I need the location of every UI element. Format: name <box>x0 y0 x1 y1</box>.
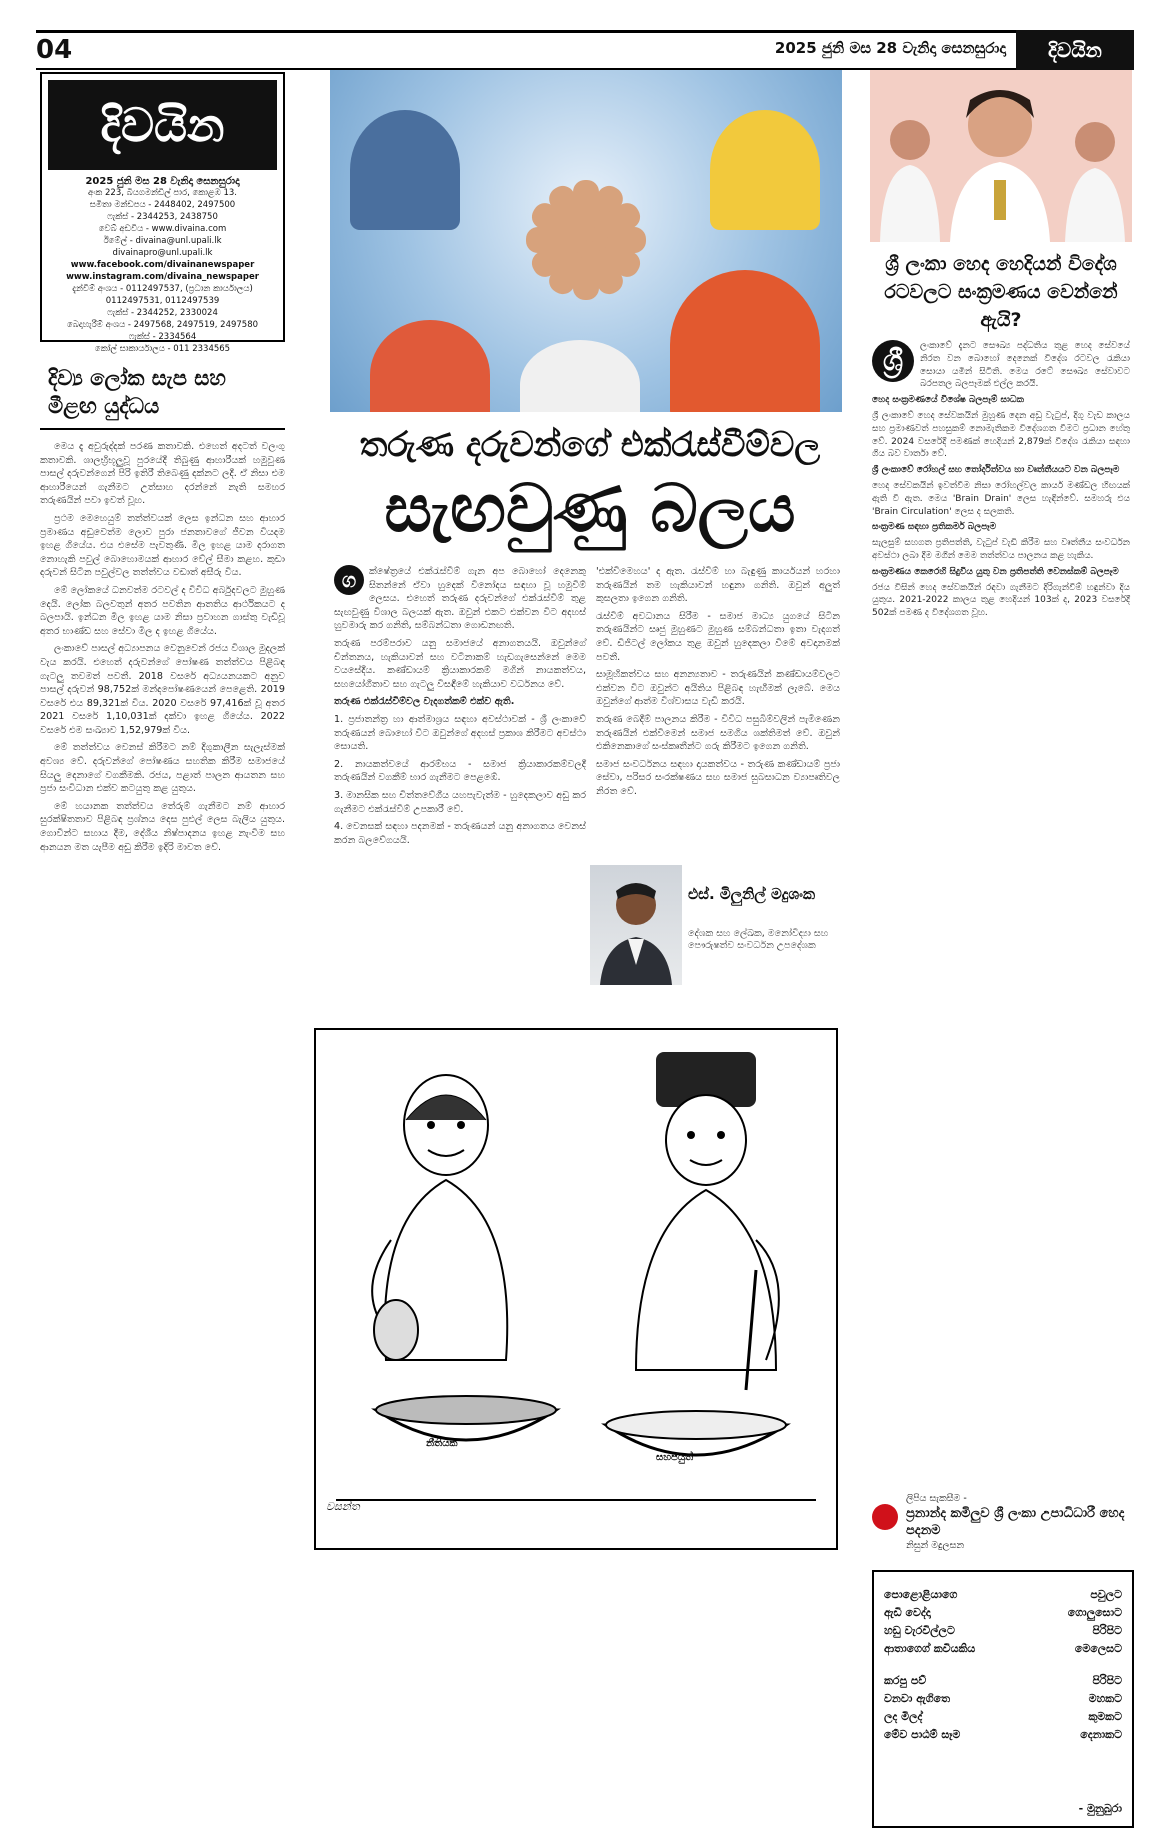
author-name: එස්. මිලුනිල් මදුශංක <box>688 885 816 903</box>
paragraph: ලංකාවේ පාසල් අධ්‍යාපනය වෙනුවෙන් රජය විශාල මුදලක් වැය කරයි. එහෙත් දරුවන්ගේ පෝෂණ තත්ත්වය පිළිබඳ ගැටලු තවමත් පවතී. 2018 වසරේ අධ්‍යයනයකට අනුව පාසල් දරුවන් 98,752ක් මන්දපෝෂණයෙන් පෙළෙති. 2019 වසරේ එය 89,321ක් විය. 2020 වසරේ 97,416ක් වූ අතර 2021 වසරේ 1,10,031ක් දක්වා ඉහළ ගියේය. 2022 වසරේ එම සංඛ්‍යාව 1,52,979ක් විය. <box>40 643 285 736</box>
poem-right: මෙලෙසට <box>1074 1642 1122 1655</box>
cartoonist-signature: වසන්ත <box>326 1500 360 1513</box>
paragraph: 3. මානසික සහ චිත්තවේගීය යහපැවැත්ම - හුදෙකලාව අඩු කර ගැනීමට එක්රැස්වීම් උපකාරී වේ. <box>334 789 586 815</box>
cartoon-pot-label: සහජයුත් <box>656 1452 694 1463</box>
section-title: සංක්‍රමණය කෙරෙහි සිදුවිය යුතු වන ප්‍රතිපත්ති වෙනස්කම් බලපෑම <box>872 566 1119 577</box>
photo-person <box>670 270 820 412</box>
paragraph: මේ ලෝකයේ ධනවත්ම රටවල් ද විවිධ අර්බුදවලට මුහුණ දෙයි. ලෝක බලවතුන් අතර පවතින ආතතිය ආර්ථිකයට ද බලපායි. ඉන්ධන මිල ඉහළ යාම නිසා ප්‍රවාහන ගාස්තු වැඩිවූ අතර භාණ්ඩ සහ සේවා මිල ද ඉහළ ගියේය. <box>40 584 285 637</box>
poem-line <box>884 1726 1122 1744</box>
main-headline: සැඟවුණු බලය <box>384 469 796 547</box>
masthead-address: අංක 223, බියගමන්ඩිල් පාර, කොළඹ 13. <box>88 188 237 198</box>
poem-line <box>884 1672 1122 1690</box>
paragraph: මේ හයානක තත්ත්වය තේරුම් ගැනීමට නම් ආහාර සුරක්ෂිතතාව පිළිබඳ ප්‍රශ්නය දෙස පුළුල් ලෙස බැලිය යුතුය. ගොවීන්ට සහාය දීම, දේශීය නිෂ්පාදනය ඉහළ නැංවීම සහ ආනයන මත යැපීම අඩු කිරීම ඉදිරි මාවත වේ. <box>40 800 285 853</box>
masthead-email-2[interactable]: divainapro@unl.upali.lk <box>112 248 213 258</box>
masthead-ads-phone: දැන්වීම් අංශය - 0112497537, (ප්‍රධාන කාර්යාලය) <box>72 284 253 294</box>
credit-sub: නිසුන් මදුලසන <box>906 1540 965 1551</box>
poem-left: ලද මිලද් <box>884 1710 923 1723</box>
nurse-graduates-icon <box>870 70 1132 242</box>
poem-line <box>884 1708 1122 1726</box>
paragraph: මේ තත්ත්වය වෙනස් කිරීමට නම් දිගුකාලීන සැලැස්මක් අවශ්‍ය වේ. දරුවන්ගේ පෝෂණය සහතික කිරීම සමාජයේ සියලු දෙනාගේ වගකීමකි. රජය, පළාත් පාලන ආයතන සහ ප්‍රජා සංවිධාන එක්ව කටයුතු කළ යුතුය. <box>40 742 285 795</box>
paragraph: 4. වෙනසක් සඳහා පදනමක් - තරුණයන් යනු අනාගතය වෙනස් කරන බලවේගයයි. <box>334 821 586 846</box>
main-article-col-1 <box>334 565 586 847</box>
masthead-office: කෝල් සාකාර්යාලය - 011 2334565 <box>94 344 231 354</box>
red-dot-icon <box>872 1504 898 1530</box>
poem-right: මහකට <box>1088 1692 1122 1705</box>
paragraph: ශ්‍රී ලංකාවේ හෙද සේවකයින් මුහුණ දෙන අඩු වැටුප්, දිගු වැඩ කාලය සහ ප්‍රමාණවත් පහසුකම් නොමැතිකම විදේශගත වීමට ප්‍රධාන හේතු වේ. 2024 වසරේදී පමණක් හෙදියන් 2,879ක් විදේශ රැකියා සඳහා ගිය බව වාර්තා වේ. <box>872 410 1130 460</box>
poem-left: හඩු වැරවිල්ලට <box>884 1624 955 1637</box>
photo-person <box>710 110 820 230</box>
paragraph: තරුණ පරම්පරාව යනු සමාජයේ අනාගතයයි. ඔවුන්ගේ චින්තනය, හැකියාවන් සහ වටිනාකම් හැඩගැසෙන්නේ මෙම වයසේදීය. කණ්ඩායම් ක්‍රියාකාරකම් මගින් නායකත්වය, සහයෝගීතාව සහ ගැටලු විසඳීමේ හැකියාව වර්ධනය වේ. <box>334 637 586 690</box>
paragraph: 1. ප්‍රජාතන්ත්‍ර හා ආත්මාශ්‍රය සඳහා අවස්ථාවක් - ශ්‍රී ලංකාවේ තරුණයන් බොහෝ විට ඔවුන්ගේ අදහස් ප්‍රකාශ කිරීමට අවස්ථා සොයති. <box>334 713 586 753</box>
author-title: දේශක සහ ලේඛක, මනෝවිද්‍යා සහ පෞරුෂත්ව සංවර්ධන උපදේශක <box>688 928 829 951</box>
page-number: 04 <box>36 35 73 65</box>
section-title: ශ්‍රී ලංකාවේ රෝහල් සහ තෝර්දිත්වය හා වෘත්තීයයට වන බලපෑම <box>872 465 1120 476</box>
masthead-phone: සමිතා මන්ඩපය - 2448402, 2497500 <box>89 200 236 210</box>
masthead <box>40 72 285 354</box>
paragraph: රැස්වීම් අවධානය සිරීම - සමාජ මාධ්‍ය යුගයේ සිටින තරුණයින්ට සෘජු මුහුණට මුහුණ සම්බන්ධතා ඉතා වැදගත් වේ. ඩිජිටල් ලෝකය තුළ ඔවුන් හුදෙකලා වීමේ අවදානමක් පවතී. <box>596 610 840 663</box>
section-title: සංක්‍රමණ සඳහා ප්‍රතිකර්ම බලපෑම <box>872 522 997 533</box>
subheading: තරුණ එක්රැස්වීම්වල වැදගත්කම් එක්ව ඇති. <box>334 696 515 708</box>
poem-line <box>884 1640 1122 1658</box>
masthead-facebook[interactable]: www.facebook.com/divainanewspaper <box>70 260 255 270</box>
issue-date: 2025 ජුනි මස 28 වැනිදා සෙනසුරාදා <box>774 39 1006 57</box>
poem-left: ආතාගෙග් කවියකිය <box>884 1642 976 1655</box>
masthead-ads-phone-2: 0112497531, 0112497539 <box>105 296 220 306</box>
paragraph: 'එක්වීමෙහය' ද ඇත. රැස්වීම් හා බැඳුණු කාර්යයන් හරහා තරුණයින් තම හැකියාවන් හඳුනා ගනිති. ඔවුන් අලුත් කුසලතා ඉගෙන ගනිති. <box>596 566 840 605</box>
poem-left: මේව පාඨම් සෑම <box>884 1728 961 1741</box>
cartoon-drawing-icon <box>316 1030 836 1548</box>
masthead-ads-fax: ෆැක්ස් - 2344252, 2330024 <box>107 308 218 318</box>
poem-line <box>884 1604 1122 1622</box>
masthead-email[interactable]: ඊමේල් - divaina@unl.upali.lk <box>103 236 222 246</box>
masthead-logo: දිවයින <box>48 80 277 170</box>
photo-person <box>520 340 640 412</box>
paragraph: ප්‍රථම මෙහෙයුම් තත්ත්වයක් ලෙස ඉන්ධන සහ ආහාර ප්‍රමාණය අඩුවෙත්ම ලොව පුරා ජනතාවගේ ජීවන වියදම ඉහළ ගියේය. එය එසේම පැවතුණි. මිල ඉහළ යාම දරාගත නොහැකි පවුල් බොහොමයක් ආහාර වේල් සීමා කළහ. කුඩා දරුවන් සිටින පවුල්වල තත්ත්වය වඩාත් අසීරු විය. <box>40 512 285 579</box>
right-article-body <box>872 340 1130 620</box>
author-photo <box>590 865 682 985</box>
photo-person <box>350 110 460 230</box>
poem-right: දෙනාකට <box>1080 1728 1122 1741</box>
photo-person <box>370 320 490 412</box>
poem-right: කුමකට <box>1088 1710 1122 1723</box>
paragraph: මෙය දැ අවුරුද්දක් පරණ කතාවකි. එහෙත් අදටත් වලංගු කතාවකි. ශාලභ්‍රිභූලුවූ පුරයේදී තිබුණු ආහාරීයක් හමුවුණ පාසල් දරුවන්ගෙන් පිරි ඉතිරී තිබෙණු දක්නට ලදී. ඒ නිසා එම ආහාරීයෙන් ගැනීමට උත්සාහ දරන්නේ නැති සමහර තරුණයින් පවා ඉවත් වූහ. <box>40 441 285 507</box>
poem-left: පොළොළියාගෙ <box>884 1588 958 1601</box>
author-portrait-icon <box>590 865 682 985</box>
left-article-body <box>40 440 285 854</box>
poem-line <box>884 1586 1122 1604</box>
paragraph: ලංකාවේ දැනට සෞඛ්‍ය පද්ධතිය තුළ හෙද සේවයේ නිරත වන බොහෝ දෙනෙක් විදේශ රටවල රැකියා සොයා යමින් සිටිති. මෙය රටේ සෞඛ්‍ය සේවාවට බරපතල බලපෑමක් එල්ල කරයි. <box>920 341 1130 390</box>
right-dropcap: ශ්‍රී <box>872 340 914 382</box>
paragraph: 2. නායකත්වයේ ආරම්භය - සමාජ ක්‍රියාකාරකම්වලදී තරුණයින් වගකීම් භාර ගැනීමට පෙළඹේ. <box>334 758 586 784</box>
left-article <box>40 360 285 858</box>
main-article-col-2 <box>596 565 840 799</box>
top-bar <box>36 30 1134 70</box>
paragraph: සමාජ සංවර්ධනය සඳහා දායකත්වය - තරුණ කණ්ඩායම් ප්‍රජා සේවා, පරිසර සංරක්ෂණය සහ සමාජ සුබසාධන ව්‍යාපෘතිවල නිරත වේ. <box>596 758 840 797</box>
poem-right: පවුලට <box>1090 1588 1122 1601</box>
poem-line <box>884 1690 1122 1708</box>
right-article-headline: ශ්‍රී ලංකා හෙද හෙදියන් විදේශ රටවලට සංක්‍රමණය වෙන්නේ ඇයි? <box>884 253 1118 331</box>
masthead-date: 2025 ජුනි මස 28 වැනිදා සෙනසුරාදා <box>85 176 240 187</box>
masthead-website[interactable]: වෙබ් අඩවිය - www.divaina.com <box>98 224 227 234</box>
dropcap: ග <box>334 565 364 595</box>
credit-label: ලිපිය සැකසීම - <box>906 1493 967 1504</box>
credit-name: ප්‍රනාන්ද කමිලුව ශ්‍රී ලංකා උපාධිධාරී හෙද පදනම <box>906 1506 1125 1538</box>
poem-right: ගොලුසොට <box>1067 1606 1122 1619</box>
paragraph: සැලසුම් සහගත ප්‍රතිපත්ති, වැටුප් වැඩි කිරීම සහ වෘත්තීය සංවර්ධන අවස්ථා ලබා දීම මගින් මෙම තත්ත්වය පාලනය කළ හැකිය. <box>872 538 1130 561</box>
poem-left: වනවා ඇගිතෙ <box>884 1692 951 1705</box>
poem-left: කරපු පව් <box>884 1674 927 1687</box>
article-credit <box>872 1492 1132 1552</box>
poem-author: - මුනුබුරා <box>1078 1802 1122 1815</box>
paragraph: ක්ෂේත්‍රයේ එක්රැස්වීම් ගැන අප බොහෝ දෙනෙකු සිතන්නේ ඒවා හුදෙක් විනෝදය සඳහා වූ හමුවීම් ලෙසය. එහෙත් තරුණ දරුවන්ගේ එක්රැස්වීම් තුළ සැඟවුණු විශාල බලයක් ඇත. ඔවුන් එකට එක්වන විට අදහස් හුවමාරු කර ගනිති, සම්බන්ධතා ගොඩනඟති. <box>334 566 586 632</box>
political-cartoon <box>314 1028 838 1550</box>
poem-line <box>884 1622 1122 1640</box>
paragraph: හෙද සේවකයින් ඉවත්වීම නිසා රෝහල්වල කාර්ය මණ්ඩල හිඟයක් ඇති වී ඇත. මෙය 'Brain Drain' ලෙස හැඳින්වේ. සමහරු එය 'Brain Circulation' ලෙස ද සලකති. <box>872 480 1130 517</box>
section-title: හෙද සංක්‍රමණයේ විශේෂ බලපෑම් සාධක <box>872 395 1024 406</box>
header-logo: දිවයින <box>1016 30 1134 70</box>
paragraph: රජය විසින් හෙද සේවකයින් රඳවා ගැනීමට දිරිගැන්වීම් හඳුන්වා දිය යුතුය. 2021-2022 කාලය තුළ හෙදියන් 103ක් ද, 2023 වසරේදී 502ක් පමණ ද විදේශගත වූහ. <box>872 582 1130 619</box>
nurses-photo <box>870 70 1132 242</box>
masthead-instagram[interactable]: www.instagram.com/divaina_newspaper <box>66 272 259 282</box>
masthead-distribution-fax: ෆැක්ස් - 2334564 <box>128 332 197 342</box>
paragraph: සාමූහිකත්වය සහ අනන්‍යතාව - තරුණයින් කණ්ඩායම්වලට එක්වන විට ඔවුන්ට අයිතිය පිළිබඳ හැඟීමක් ලැබේ. මෙය ඔවුන්ගේ ආත්ම විශ්වාසය වැඩි කරයි. <box>596 669 840 708</box>
poem-right: පිරිපිට <box>1092 1674 1122 1687</box>
main-headline-top: තරුණ දරුවන්ගේ එක්රැස්වීම්වල <box>359 425 821 465</box>
poem-box <box>872 1570 1134 1828</box>
cartoon-pot-label: නීතියක <box>426 1438 458 1449</box>
paragraph: තරුණ බෙදීම් පාලනය කිරීම - විවිධ පසුබිම්වලින් පැමිණෙන තරුණයින් එක්වීමෙන් සමාජ සමගිය ශක්තිමත් වේ. ඔවුන් එකිනෙකාගේ සංස්කෘතීන්ට ගරු කිරීමට ඉගෙන ගනිති. <box>596 713 840 753</box>
masthead-distribution: බෙදාහැරීම් අංශය - 2497568, 2497519, 2497580 <box>66 320 259 330</box>
hero-photo-youth-hands <box>330 70 842 412</box>
masthead-fax: ෆැක්ස් - 2344253, 2438750 <box>107 212 218 222</box>
poem-right: පිරිපිට <box>1092 1624 1122 1637</box>
left-article-headline: දිව්‍ය ලෝක සැප සහ මීළඟ යුද්ධය <box>40 360 285 430</box>
poem-left: ඇඩි වෙද්දා <box>884 1606 931 1619</box>
